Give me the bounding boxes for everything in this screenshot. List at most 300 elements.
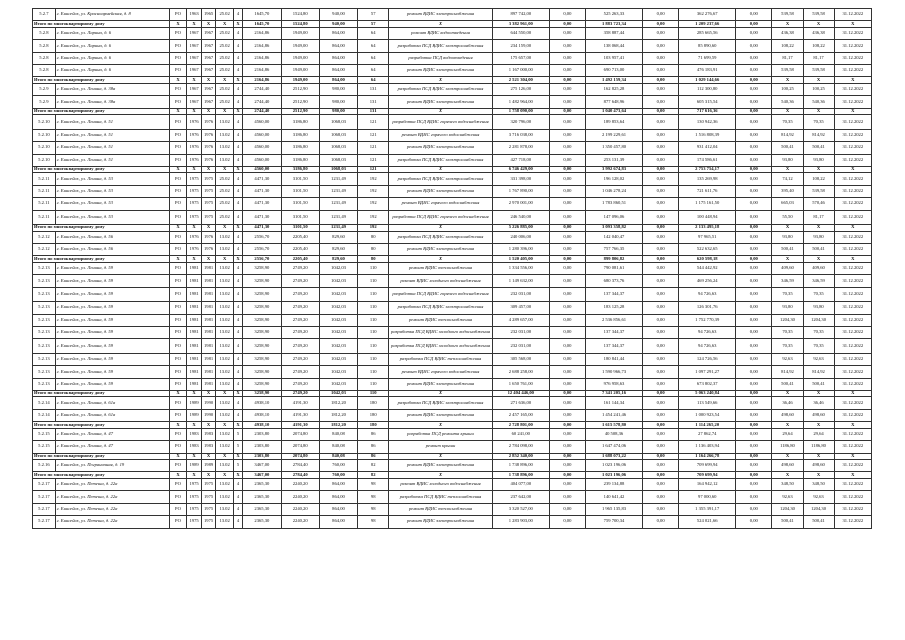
cell-c18: 346,59 — [772, 275, 803, 287]
cell-c4: 1976 — [201, 231, 216, 243]
cell-c10: 121 — [358, 166, 389, 173]
cell-c18: 1204,30 — [772, 503, 803, 515]
cell-c8: 1949,00 — [281, 77, 319, 84]
cell-no: 5.2.17 — [33, 478, 56, 490]
cell-c20: Х — [834, 108, 871, 115]
cell-c16: 1 355 391,17 — [679, 503, 736, 515]
cell-c15: 0,00 — [642, 198, 678, 210]
cell-c16: 362 276,67 — [679, 9, 736, 21]
cell-c20: 31.12.2022 — [834, 366, 871, 378]
cell-c15: 0,00 — [642, 129, 678, 141]
cell-c6: Х — [233, 256, 242, 263]
cell-work: разработка ПСД ВДИС электроснабжения — [389, 83, 493, 95]
cell-c12: 2 688 258,00 — [492, 366, 549, 378]
cell-c13: 0,00 — [549, 256, 585, 263]
cell-c2: Х — [169, 472, 187, 479]
cell-label: Итого по многоквартирному дому — [33, 77, 170, 84]
cell-c9: 864,00 — [319, 52, 357, 64]
cell-c6: 4 — [233, 9, 242, 21]
cell-c9: 1231,49 — [319, 225, 357, 232]
cell-c2: Х — [169, 256, 187, 263]
cell-c20: 31.12.2022 — [834, 210, 871, 225]
cell-c7: 4560,00 — [243, 142, 281, 154]
cell-c15: 0,00 — [642, 40, 678, 52]
cell-c2: Х — [169, 77, 187, 84]
cell-c10: 180 — [358, 397, 389, 409]
cell-c18: 539,58 — [772, 9, 803, 21]
cell-c20: Х — [834, 225, 871, 232]
cell-c5: 25.02 — [216, 96, 234, 108]
cell-no: 5.2.12 — [33, 243, 56, 255]
cell-c2: РО — [169, 173, 187, 185]
cell-c12: 1 738 896,00 — [492, 472, 549, 479]
table-row — [33, 516, 872, 528]
cell-c6: 4 — [233, 478, 242, 490]
cell-c19: 409,60 — [803, 262, 834, 274]
cell-c5: 25.02 — [216, 185, 234, 197]
cell-work: ремонт ВДИС электроснабжения — [389, 516, 493, 528]
cell-c18: 70,35 — [772, 115, 803, 130]
cell-c17: 0,00 — [736, 173, 772, 185]
cell-c14: 1 454 241,46 — [586, 409, 643, 421]
cell-c13: 0,00 — [549, 302, 585, 314]
cell-c5: 13.02 — [216, 491, 234, 503]
cell-work: ремонт ВДИС электроснабжения — [389, 185, 493, 197]
cell-c6: 4 — [233, 516, 242, 528]
cell-c10: 57 — [358, 9, 389, 21]
cell-c13: 0,00 — [549, 83, 585, 95]
cell-c3: 1967 — [187, 40, 202, 52]
cell-work: разработка ПСД ВДИС электроснабжения — [389, 154, 493, 166]
cell-work: Х — [389, 472, 493, 479]
cell-c6: Х — [233, 225, 242, 232]
cell-c16: 709 699,94 — [679, 472, 736, 479]
cell-c14: 2 199 229,61 — [586, 129, 643, 141]
cell-c7: 2164,86 — [243, 27, 281, 39]
cell-c4: 1975 — [201, 210, 216, 225]
cell-c6: 4 — [233, 275, 242, 287]
cell-c12: 12 404 446,00 — [492, 390, 549, 397]
cell-c12: 232 031,00 — [492, 287, 549, 302]
cell-addr: г. Енисейск, ул. Ленина, д. 61а — [55, 409, 169, 421]
cell-c7: 2744,40 — [243, 96, 281, 108]
cell-c8: 4191,30 — [281, 397, 319, 409]
cell-c19: 436,38 — [803, 27, 834, 39]
cell-c12: 404 077,00 — [492, 478, 549, 490]
cell-c2: РО — [169, 52, 187, 64]
cell-c3: 1989 — [187, 460, 202, 472]
cell-c8: 2749,20 — [281, 378, 319, 390]
cell-c17: 0,00 — [736, 52, 772, 64]
cell-c19: 100,25 — [803, 83, 834, 95]
cell-c3: 1975 — [187, 198, 202, 210]
cell-c12: 232 031,00 — [492, 339, 549, 354]
table-row — [33, 441, 872, 453]
cell-c16: 1 209 237,66 — [679, 21, 736, 28]
cell-c20: Х — [834, 21, 871, 28]
cell-c16: 94 726,63 — [679, 326, 736, 338]
cell-c17: 0,00 — [736, 366, 772, 378]
cell-c3: 1975 — [187, 210, 202, 225]
cell-c10: 180 — [358, 422, 389, 429]
cell-c19: Х — [803, 422, 834, 429]
cell-c18: 500,41 — [772, 243, 803, 255]
cell-c7: 3258,90 — [243, 378, 281, 390]
cell-c10: 82 — [358, 472, 389, 479]
cell-work: ремонт ВДИС холодного водоснабжения — [389, 275, 493, 287]
cell-c12: 1 520 405,00 — [492, 256, 549, 263]
cell-c17: 0,00 — [736, 83, 772, 95]
cell-c16: 97 000,60 — [679, 491, 736, 503]
cell-c4: Х — [201, 77, 216, 84]
cell-c4: 1983 — [201, 428, 216, 440]
cell-c9: 840,08 — [319, 428, 357, 440]
cell-c8: 2749,20 — [281, 353, 319, 365]
cell-addr: г. Енисейск, ул. Петеша, д. 22а — [55, 491, 169, 503]
cell-c7: 2303,80 — [243, 428, 281, 440]
cell-c9: 840,08 — [319, 453, 357, 460]
cell-c12: 331 398,00 — [492, 173, 549, 185]
cell-c13: 0,00 — [549, 185, 585, 197]
cell-c19: 70,35 — [803, 339, 834, 354]
cell-work: Х — [389, 256, 493, 263]
cell-c4: 1976 — [201, 142, 216, 154]
cell-c20: Х — [834, 453, 871, 460]
cell-c5: 13.02 — [216, 366, 234, 378]
cell-addr: г. Енисейск, ул. Ленина, д. 59 — [55, 366, 169, 378]
cell-work: ремонт ВДИС горячего водоснабжения — [389, 198, 493, 210]
cell-work: разработка ПСД ВДИС холодного водоснабжения — [389, 339, 493, 354]
cell-c6: Х — [233, 108, 242, 115]
cell-c13: 0,00 — [549, 397, 585, 409]
cell-c5: 13.02 — [216, 142, 234, 154]
cell-c10: 86 — [358, 441, 389, 453]
cell-c13: 0,00 — [549, 353, 585, 365]
cell-c9: 1231,49 — [319, 210, 357, 225]
cell-c2: Х — [169, 390, 187, 397]
table-row — [33, 243, 872, 255]
cell-c14: 3 093 358,82 — [586, 225, 643, 232]
cell-c3: 1976 — [187, 129, 202, 141]
cell-c10: 98 — [358, 478, 389, 490]
cell-c5: Х — [216, 166, 234, 173]
cell-c14: 1 040 473,64 — [586, 108, 643, 115]
cell-c10: 64 — [358, 52, 389, 64]
cell-c14: 790 081,61 — [586, 262, 643, 274]
cell-c4: 1975 — [201, 185, 216, 197]
cell-c5: Х — [216, 225, 234, 232]
cell-c4: 1967 — [201, 52, 216, 64]
cell-c20: 31.12.2022 — [834, 154, 871, 166]
cell-c4: Х — [201, 166, 216, 173]
cell-c16: 124 726,56 — [679, 353, 736, 365]
cell-c2: РО — [169, 40, 187, 52]
cell-no: 5.2.13 — [33, 326, 56, 338]
cell-c4: 1981 — [201, 353, 216, 365]
cell-c7: 4938,10 — [243, 409, 281, 421]
cell-no: 5.2.7 — [33, 9, 56, 21]
cell-c5: 25.02 — [216, 173, 234, 185]
cell-c5: 25.02 — [216, 40, 234, 52]
cell-c7: 2744,40 — [243, 108, 281, 115]
cell-c10: 80 — [358, 256, 389, 263]
cell-label: Итого по многоквартирному дому — [33, 166, 170, 173]
cell-c12: 1 767 890,00 — [492, 185, 549, 197]
cell-c7: 4471,30 — [243, 185, 281, 197]
cell-c17: 0,00 — [736, 302, 772, 314]
cell-c8: 2784,40 — [281, 472, 319, 479]
cell-c9: 864,00 — [319, 77, 357, 84]
cell-c10: 192 — [358, 225, 389, 232]
cell-c14: 253 131,39 — [586, 154, 643, 166]
cell-c16: 544 442,92 — [679, 262, 736, 274]
cell-c13: 0,00 — [549, 460, 585, 472]
cell-c2: РО — [169, 302, 187, 314]
cell-c5: 13.02 — [216, 441, 234, 453]
cell-c17: 0,00 — [736, 115, 772, 130]
cell-c13: 0,00 — [549, 390, 585, 397]
cell-c9: 1042,03 — [319, 287, 357, 302]
cell-c12: 2 728 801,00 — [492, 422, 549, 429]
cell-c14: 1 688 073,22 — [586, 453, 643, 460]
cell-no: 5.2.10 — [33, 154, 56, 166]
cell-c13: 0,00 — [549, 154, 585, 166]
cell-c6: Х — [233, 166, 242, 173]
cell-c5: Х — [216, 77, 234, 84]
cell-c14: 899 806,82 — [586, 256, 643, 263]
table-row — [33, 115, 872, 130]
table-row — [33, 154, 872, 166]
cell-c6: 4 — [233, 27, 242, 39]
cell-c18: 70,35 — [772, 326, 803, 338]
cell-c13: 0,00 — [549, 129, 585, 141]
cell-c2: РО — [169, 428, 187, 440]
cell-c5: 13.02 — [216, 326, 234, 338]
cell-c12: 1 283 903,00 — [492, 516, 549, 528]
cell-c12: 3 716 038,00 — [492, 129, 549, 141]
cell-c13: 0,00 — [549, 453, 585, 460]
cell-c7: 2164,86 — [243, 77, 281, 84]
cell-c7: 4560,00 — [243, 166, 281, 173]
cell-addr: г. Енисейск, ул. Красноармейская, д. 8 — [55, 9, 169, 21]
cell-c9: 1042,03 — [319, 275, 357, 287]
cell-c10: 98 — [358, 503, 389, 515]
cell-c20: 31.12.2022 — [834, 275, 871, 287]
cell-c19: 81,17 — [803, 52, 834, 64]
cell-c3: Х — [187, 108, 202, 115]
cell-c10: 192 — [358, 173, 389, 185]
cell-c16: 524 021,66 — [679, 516, 736, 528]
cell-addr: г. Енисейск, ул. Петеша, д. 22а — [55, 503, 169, 515]
cell-c16: 1 516 808,39 — [679, 129, 736, 141]
cell-c16: 164 942,12 — [679, 478, 736, 490]
table-row — [33, 96, 872, 108]
cell-c19: 500,41 — [803, 142, 834, 154]
cell-addr: г. Енисейск, ул. Ленина, д. 51 — [55, 154, 169, 166]
cell-c17: 0,00 — [736, 275, 772, 287]
cell-c9: 980,00 — [319, 108, 357, 115]
cell-c4: 1967 — [201, 65, 216, 77]
cell-c16: 709 699,94 — [679, 460, 736, 472]
cell-c3: Х — [187, 77, 202, 84]
cell-c14: 1 615 578,80 — [586, 422, 643, 429]
cell-no: 5.2.13 — [33, 262, 56, 274]
cell-addr: г. Енисейск, ул. Ленина, д. 38а — [55, 96, 169, 108]
cell-c9: 980,00 — [319, 83, 357, 95]
cell-c5: 13.02 — [216, 302, 234, 314]
cell-c5: 13.02 — [216, 460, 234, 472]
cell-c6: Х — [233, 422, 242, 429]
cell-c4: 1981 — [201, 287, 216, 302]
cell-c8: 2749,20 — [281, 314, 319, 326]
cell-addr: г. Енисейск, ул. Ленина, д. 59 — [55, 302, 169, 314]
cell-c4: 1981 — [201, 366, 216, 378]
cell-addr: г. Енисейск, ул. Ленина, д. 56 — [55, 231, 169, 243]
cell-c17: 0,00 — [736, 460, 772, 472]
cell-c18: 814,92 — [772, 129, 803, 141]
cell-c12: 2 521 304,00 — [492, 77, 549, 84]
cell-c8: 2074,80 — [281, 441, 319, 453]
cell-work: разработка ПСД ВДИС теплоснабжения — [389, 491, 493, 503]
cell-c7: 2303,80 — [243, 441, 281, 453]
cell-c7: 4560,00 — [243, 115, 281, 130]
cell-c9: 940,00 — [319, 21, 357, 28]
cell-c5: Х — [216, 108, 234, 115]
cell-c18: 70,35 — [772, 339, 803, 354]
cell-addr: г. Енисейск, ул. Пограничная, д. 19 — [55, 460, 169, 472]
cell-no: 5.2.17 — [33, 503, 56, 515]
cell-no: 5.2.11 — [33, 198, 56, 210]
cell-c4: 1975 — [201, 173, 216, 185]
cell-c9: 864,00 — [319, 503, 357, 515]
cell-c9: 1068,03 — [319, 115, 357, 130]
cell-c9: 1231,49 — [319, 173, 357, 185]
cell-c18: Х — [772, 166, 803, 173]
cell-c10: 110 — [358, 366, 389, 378]
cell-c19: 498,60 — [803, 409, 834, 421]
cell-c3: 1967 — [187, 96, 202, 108]
cell-c20: 31.12.2022 — [834, 83, 871, 95]
cell-c3: Х — [187, 453, 202, 460]
cell-c19: 570,46 — [803, 198, 834, 210]
cell-c12: 237 642,00 — [492, 491, 549, 503]
cell-c17: 0,00 — [736, 21, 772, 28]
cell-c12: 427 718,00 — [492, 154, 549, 166]
cell-c18: Х — [772, 472, 803, 479]
cell-c20: 31.12.2022 — [834, 198, 871, 210]
cell-c7: 4560,00 — [243, 154, 281, 166]
cell-addr: г. Енисейск, ул. Ларина, д. 6 — [55, 40, 169, 52]
cell-c15: 0,00 — [642, 231, 678, 243]
cell-c4: Х — [201, 21, 216, 28]
cell-c19: 70,35 — [803, 287, 834, 302]
cell-c7: 3258,90 — [243, 353, 281, 365]
cell-c3: 1975 — [187, 185, 202, 197]
cell-addr: г. Енисейск, ул. Ленина, д. 59 — [55, 353, 169, 365]
cell-work: ремонт ВДИС водоотведения — [389, 27, 493, 39]
cell-c8: 2240,20 — [281, 516, 319, 528]
cell-c13: 0,00 — [549, 210, 585, 225]
cell-c20: 31.12.2022 — [834, 231, 871, 243]
cell-c4: Х — [201, 472, 216, 479]
table-row — [33, 9, 872, 21]
cell-c6: 4 — [233, 83, 242, 95]
cell-c13: 0,00 — [549, 516, 585, 528]
cell-c14: 1 350 457,80 — [586, 142, 643, 154]
cell-c10: 57 — [358, 21, 389, 28]
cell-c12: 309 457,00 — [492, 302, 549, 314]
cell-c18: 74,12 — [772, 173, 803, 185]
cell-c14: 1 492 159,34 — [586, 77, 643, 84]
cell-addr: г. Енисейск, ул. Петеша, д. 22а — [55, 516, 169, 528]
cell-c20: 31.12.2022 — [834, 460, 871, 472]
cell-c5: 13.02 — [216, 397, 234, 409]
cell-c6: 4 — [233, 231, 242, 243]
cell-work: ремонт ВДИС электроснабжения — [389, 96, 493, 108]
cell-no: 5.2.10 — [33, 129, 56, 141]
cell-c14: 1 965 135,83 — [586, 503, 643, 515]
cell-c8: 3101,50 — [281, 185, 319, 197]
cell-c13: 0,00 — [549, 287, 585, 302]
cell-c2: РО — [169, 129, 187, 141]
cell-c8: 3101,50 — [281, 210, 319, 225]
cell-c9: 1042,03 — [319, 366, 357, 378]
cell-c15: 0,00 — [642, 287, 678, 302]
cell-c20: 31.12.2022 — [834, 243, 871, 255]
cell-c19: Х — [803, 166, 834, 173]
cell-c13: 0,00 — [549, 166, 585, 173]
cell-c6: 4 — [233, 287, 242, 302]
cell-c3: 1981 — [187, 302, 202, 314]
cell-no: 5.2.13 — [33, 287, 56, 302]
cell-c4: 1981 — [201, 275, 216, 287]
cell-c19: 81,17 — [803, 210, 834, 225]
cell-c8: 2512,90 — [281, 96, 319, 108]
cell-c6: 4 — [233, 210, 242, 225]
cell-no: 5.2.13 — [33, 378, 56, 390]
cell-c19: Х — [803, 21, 834, 28]
cell-c15: 0,00 — [642, 390, 678, 397]
cell-c20: 31.12.2022 — [834, 441, 871, 453]
cell-c8: 3101,50 — [281, 225, 319, 232]
cell-c12: 644 550,00 — [492, 27, 549, 39]
cell-c10: 64 — [358, 40, 389, 52]
cell-c19: Х — [803, 390, 834, 397]
cell-c2: РО — [169, 397, 187, 409]
cell-c5: 25.02 — [216, 83, 234, 95]
cell-c17: 0,00 — [736, 472, 772, 479]
cell-c4: 1967 — [201, 40, 216, 52]
cell-c8: 3101,50 — [281, 198, 319, 210]
cell-c3: 1967 — [187, 52, 202, 64]
cell-c12: 1 167 000,00 — [492, 65, 549, 77]
cell-c8: 2240,20 — [281, 503, 319, 515]
cell-c12: 897 742,00 — [492, 9, 549, 21]
table-row — [33, 262, 872, 274]
cell-c14: 3 992 674,83 — [586, 166, 643, 173]
cell-c12: 5 226 885,00 — [492, 225, 549, 232]
cell-c14: 757 766,35 — [586, 243, 643, 255]
cell-c19: Х — [803, 453, 834, 460]
cell-c6: Х — [233, 77, 242, 84]
cell-c14: 1 023 196,06 — [586, 460, 643, 472]
cell-c4: Х — [201, 422, 216, 429]
cell-c7: 2303,80 — [243, 453, 281, 460]
cell-c6: 4 — [233, 40, 242, 52]
cell-c8: 1524,80 — [281, 21, 319, 28]
cell-c18: 498,60 — [772, 460, 803, 472]
cell-c16: 5 063 240,84 — [679, 390, 736, 397]
